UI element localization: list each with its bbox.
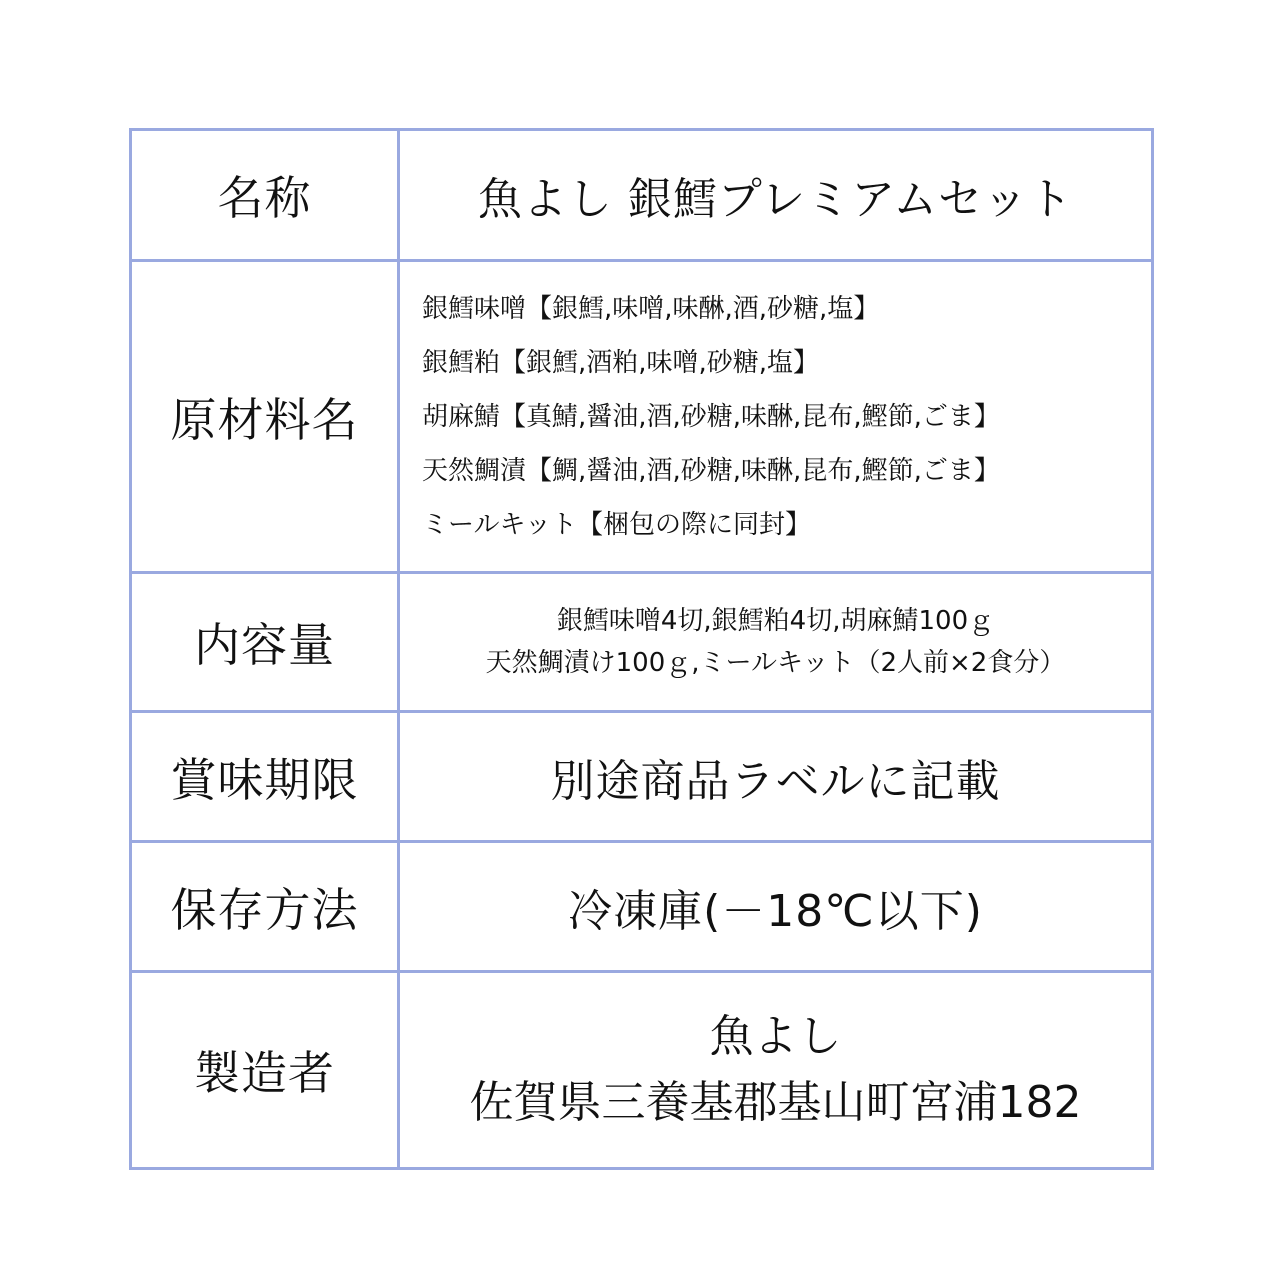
ingredient-line: 銀鱈味噌【銀鱈,味噌,味醂,酒,砂糖,塩】 [422,293,880,324]
name-value: 魚よし 銀鱈プレミアムセット [399,130,1153,261]
maker-value [399,972,1153,1169]
row-volume [131,573,1153,712]
ingredient-line: 銀鱈粕【銀鱈,酒粕,味噌,砂糖,塩】 [422,347,820,378]
expiry-label: 賞味期限 [131,712,399,842]
row-name [131,130,1153,261]
ingredients-label: 原材料名 [131,261,399,573]
maker-address: 佐賀県三養基郡基山町宮浦182 [469,1077,1082,1128]
ingredient-line: 胡麻鯖【真鯖,醤油,酒,砂糖,味醂,昆布,鰹節,ごま】 [422,401,1000,432]
volume-label: 内容量 [131,573,399,712]
row-maker [131,972,1153,1169]
ingredient-line: ミールキット【梱包の際に同封】 [422,509,811,540]
row-storage [131,842,1153,972]
maker-label: 製造者 [131,972,399,1169]
expiry-value: 別途商品ラベルに記載 [399,712,1153,842]
row-ingredients [131,261,1153,573]
ingredients-value [399,261,1153,573]
storage-value: 冷凍庫(－18℃以下) [399,842,1153,972]
volume-line: 銀鱈味噌4切,銀鱈粕4切,胡麻鯖100ｇ [556,606,995,636]
storage-label: 保存方法 [131,842,399,972]
volume-line: 天然鯛漬け100ｇ,ミールキット（2人前×2食分） [485,648,1066,678]
maker-name: 魚よし [709,1011,842,1062]
ingredient-line: 天然鯛漬【鯛,醤油,酒,砂糖,味醂,昆布,鰹節,ごま】 [422,455,1000,486]
row-expiry [131,712,1153,842]
product-label-table [129,128,1154,1170]
volume-value [399,573,1153,712]
name-label: 名称 [131,130,399,261]
